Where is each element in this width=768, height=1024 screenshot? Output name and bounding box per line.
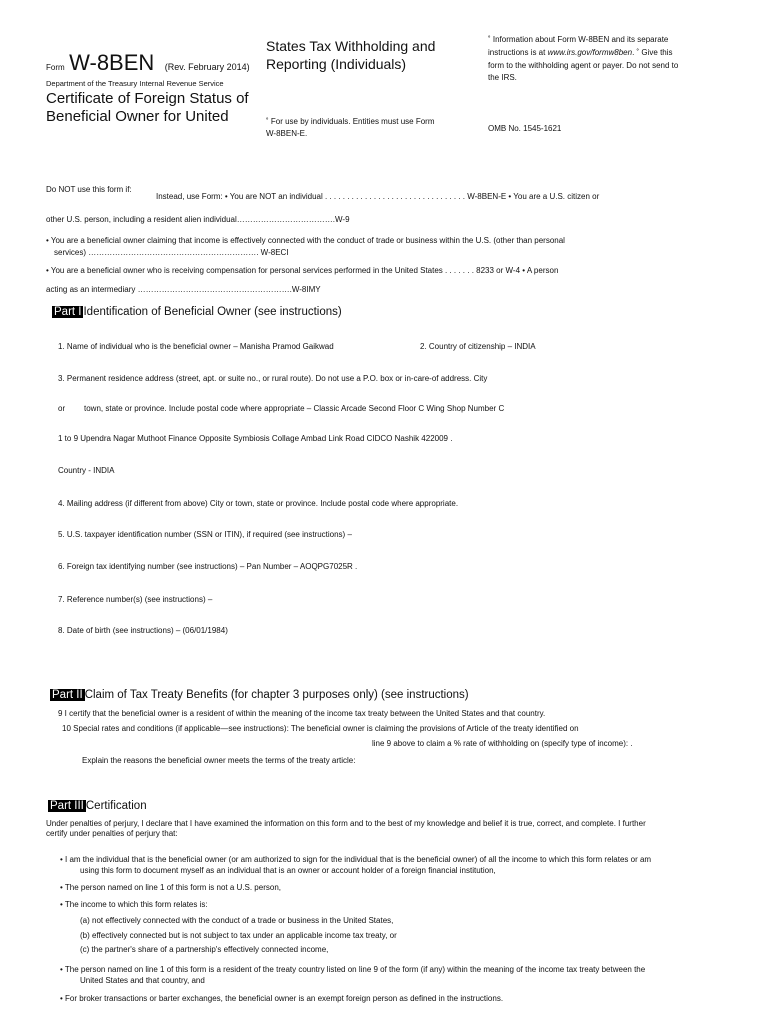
department-line: Department of the Treasury Internal Revenue Service (46, 79, 224, 88)
intro-instead-use: Instead, use Form: • You are NOT an individual . . . . . . . . . . . . . . . . . . . . . . . . . . . . . . . . W-8BEN-E • You are a U.S. citizen or (156, 192, 600, 201)
field-1-name: 1. Name of individual who is the beneficial owner – Manisha Pramod Gaikwad (58, 342, 334, 351)
part1-tag: Part I (54, 306, 82, 318)
field-3-address-label: 3. Permanent residence address (street, apt. or suite no., or rural route). Do not use a P.O. box or in-care-of address. City (58, 374, 488, 383)
cert-bullet-3c: (c) the partner's share of a partnership's effectively connected income, (80, 945, 329, 954)
form-number: W-8BEN (69, 50, 155, 75)
cert-bullet-5: • For broker transactions or barter exchanges, the beneficial owner is an exempt foreign person as defined in the instructions. (60, 994, 504, 1003)
part3-tag: Part III (50, 800, 84, 812)
field-3-country: Country - INDIA (58, 466, 115, 475)
intro-line3: • You are a beneficial owner claiming that income is effectively connected with the conduct of trade or business within the U.S. (other than personal (46, 236, 565, 245)
form-number-block (46, 50, 250, 76)
field-3-address-cont: 1 to 9 Upendra Nagar Muthoot Finance Opposite Symbiosis Collage Ambad Link Road CIDCO Nashik 422009 . (58, 434, 453, 443)
field-10-special-rates: 10 Special rates and conditions (if applicable—see instructions): The beneficial owner is claiming the provisions of Article of the treaty identified on (62, 724, 579, 733)
cert-paragraph-line2: certify under penalties of perjury that: (46, 829, 178, 838)
center-note-line1: ˚ For use by individuals. Entities must use Form (266, 117, 435, 126)
field-5-ustin: 5. U.S. taxpayer identification number (SSN or ITIN), if required (see instructions) – (58, 530, 352, 539)
form-title-line2: Beneficial Owner for United (46, 108, 229, 125)
center-title-line1: States Tax Withholding and (266, 38, 436, 54)
field-2-citizenship: 2. Country of citizenship – INDIA (420, 342, 536, 351)
intro-line5: • You are a beneficial owner who is receiving compensation for personal services performed in the United States . . . . . . . 8233 or W-4 • A person (46, 266, 559, 275)
part3-heading (48, 800, 147, 812)
intro-do-not-use: Do NOT use this form if: (46, 185, 132, 194)
intro-line2: other U.S. person, including a resident alien individual……………………………….W-9 (46, 215, 350, 224)
info-url-link[interactable]: www.irs.gov/formw8ben (547, 48, 633, 57)
info-line2-start: instructions is at (488, 48, 548, 57)
field-7-reference: 7. Reference number(s) (see instructions) – (58, 595, 213, 604)
cert-bullet-1a: • I am the individual that is the beneficial owner (or am authorized to sign for the individual that is the beneficial owner) of all the income to which this form relates or am (60, 855, 652, 864)
field-8-dob: 8. Date of birth (see instructions) – (06/01/1984) (58, 626, 228, 635)
field-4-mailing: 4. Mailing address (if different from above) City or town, state or province. Include postal code where appropriate. (58, 499, 459, 508)
part2-tag: Part II (52, 689, 83, 701)
cert-bullet-4a: • The person named on line 1 of this form is a resident of the treaty country listed on line 9 of the form (if any) within the meaning of the income tax treaty between the (60, 965, 646, 974)
cert-bullet-2: • The person named on line 1 of this form is not a U.S. person, (60, 883, 281, 892)
intro-line4: services) ………………………………………………………. W-8ECI (54, 248, 289, 257)
center-note-line2: W-8BEN-E. (266, 129, 308, 138)
info-line4: the IRS. (488, 73, 517, 82)
cert-bullet-3a: (a) not effectively connected with the conduct of a trade or business in the United States, (80, 916, 394, 925)
field-3-or: or (58, 404, 66, 413)
info-line2-end: . ˚ Give this (632, 48, 673, 57)
field-3-city: town, state or province. Include postal code where appropriate – Classic Arcade Second Floor C Wing Shop Number C (84, 404, 505, 413)
intro-line6: acting as an intermediary ………………………………………………….W-8IMY (46, 285, 321, 294)
part2-title: Claim of Tax Treaty Benefits (for chapter 3 purposes only) (see instructions) (84, 689, 469, 701)
part1-title: Identification of Beneficial Owner (see instructions) (83, 306, 342, 318)
info-line3: form to the withholding agent or payer. Do not send to (488, 61, 679, 70)
form-title-line1: Certificate of Foreign Status of (46, 90, 249, 107)
info-line2 (488, 48, 673, 57)
center-title-line2: Reporting (Individuals) (266, 56, 407, 72)
field-10-rate-line: line 9 above to claim a % rate of withholding on (specify type of income): . (372, 739, 633, 748)
cert-bullet-1b: using this form to document myself as an individual that is an owner or account holder of a foreign financial institution, (80, 866, 496, 875)
field-10-explain: Explain the reasons the beneficial owner meets the terms of the treaty article: (82, 756, 356, 765)
part1-heading (52, 306, 342, 318)
cert-bullet-3: • The income to which this form relates is: (60, 900, 208, 909)
part3-title: Certification (85, 800, 147, 812)
omb-number: OMB No. 1545-1621 (488, 124, 562, 133)
field-6-foreign-tin: 6. Foreign tax identifying number (see instructions) – Pan Number – AOQPG7025R . (58, 562, 358, 571)
cert-paragraph-line1: Under penalties of perjury, I declare that I have examined the information on this form and to the best of my knowledge and belief it is true, correct, and complete. I further (46, 819, 646, 828)
part2-heading (50, 689, 469, 701)
form-revision: (Rev. February 2014) (164, 62, 250, 72)
cert-bullet-3b: (b) effectively connected but is not subject to tax under an applicable income tax treaty, or (80, 931, 397, 940)
field-9-residence: 9 I certify that the beneficial owner is a resident of within the meaning of the income tax treaty between the United States and that country. (58, 709, 546, 718)
cert-bullet-4b: United States and that country, and (80, 976, 205, 985)
form-prefix: Form (46, 63, 65, 72)
info-line1: ˚ Information about Form W-8BEN and its separate (488, 35, 669, 44)
